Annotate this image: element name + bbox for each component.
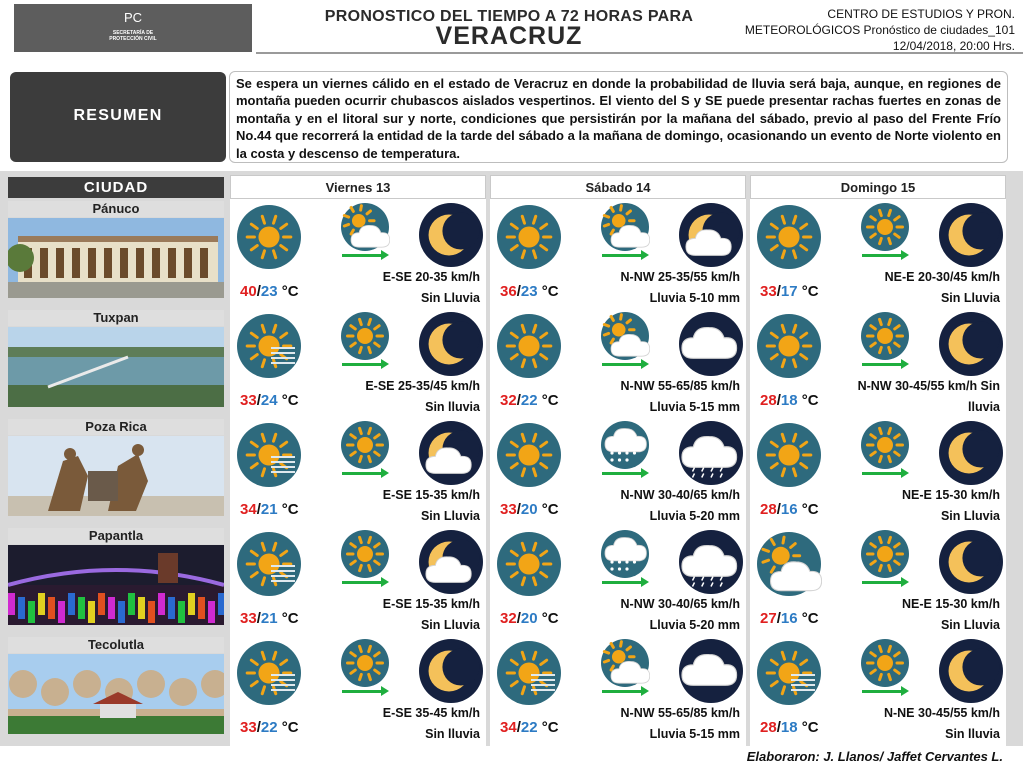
- rain-forecast: Sin Lluvia: [940, 618, 1000, 632]
- rain-icon: [600, 529, 650, 579]
- sun-icon: [860, 420, 910, 470]
- min-temp: 22: [520, 719, 538, 736]
- temp-unit: °C: [541, 392, 559, 409]
- moon-cloud-icon: [678, 202, 744, 268]
- temperature: 28/18 °C: [760, 719, 819, 736]
- wind-direction-arrow-icon: [342, 363, 382, 366]
- sun-icon: [496, 313, 562, 379]
- moon-icon: [938, 420, 1004, 486]
- wind-direction-arrow-icon: [602, 581, 642, 584]
- sun-haze-icon: [496, 640, 562, 706]
- temperature: 34/21 °C: [240, 501, 299, 518]
- city-column-header: CIUDAD: [8, 177, 224, 198]
- moon-icon: [938, 311, 1004, 377]
- moon-icon: [418, 311, 484, 377]
- city-name: Pánuco: [8, 201, 224, 217]
- day-header-1: Viernes 13: [230, 175, 486, 199]
- wind-forecast: N-NW 30-40/65 km/h: [620, 488, 740, 502]
- cloud-icon: [678, 638, 744, 704]
- temperature: 32/20 °C: [500, 610, 559, 627]
- summary-text: Se espera un viernes cálido en el estado de Veracruz en donde la probabilidad de lluvia será baja, aunque, en regiones de montaña pueden ocurrir chubascos aislados vespertinos. El viento del S y SE puede presentar rachas fuertes en zonas de montaña y en el litoral sur y norte, condiciones que persistirán por la mañana del sábado, previo al paso del Frente Frío No.44 que recorrerá la entidad de la tarde del sábado a la mañana de domingo, ocasionando un evento de Norte violento en la costa y descenso de temperatura.: [229, 71, 1008, 163]
- city-name: Poza Rica: [8, 419, 224, 435]
- sun-icon: [340, 638, 390, 688]
- summary-label-box: [10, 72, 226, 162]
- wind-forecast: NE-E 15-30 km/h: [902, 597, 1000, 611]
- temp-unit: °C: [541, 501, 559, 518]
- min-temp: 20: [520, 610, 538, 627]
- temp-unit: °C: [541, 283, 559, 300]
- max-temp: 34: [240, 501, 257, 518]
- min-temp: 23: [520, 283, 538, 300]
- temperature: 28/16 °C: [760, 501, 819, 518]
- temperature: 27/16 °C: [760, 610, 819, 627]
- cloud-rain-icon: [678, 420, 744, 486]
- wind-forecast: N-NW 55-65/85 km/h: [620, 706, 740, 720]
- wind-direction-arrow-icon: [862, 690, 902, 693]
- wind-forecast: E-SE 15-35 km/h: [382, 488, 480, 502]
- rain-icon: [600, 420, 650, 470]
- max-temp: 28: [760, 719, 777, 736]
- temp-unit: °C: [281, 719, 299, 736]
- sun-icon: [496, 204, 562, 270]
- min-temp: 22: [260, 719, 278, 736]
- max-temp: 36: [500, 283, 517, 300]
- rain-forecast: Sin Lluvia: [940, 509, 1000, 523]
- sun-haze-icon: [236, 531, 302, 597]
- rain-forecast: Sin Lluvia: [420, 618, 480, 632]
- max-temp: 33: [500, 501, 517, 518]
- max-temp: 27: [760, 610, 777, 627]
- sun-haze-icon: [756, 640, 822, 706]
- max-temp: 32: [500, 610, 517, 627]
- wind-direction-arrow-icon: [862, 254, 902, 257]
- wind-direction-arrow-icon: [342, 254, 382, 257]
- temp-unit: °C: [801, 610, 819, 627]
- city-name: Tecolutla: [8, 637, 224, 653]
- temperature: 33/22 °C: [240, 719, 299, 736]
- panuco-photo: [8, 218, 224, 298]
- wind-direction-arrow-icon: [602, 690, 642, 693]
- min-temp: 17: [780, 283, 798, 300]
- state-title: VERACRUZ: [435, 22, 583, 50]
- cloud-rain-icon: [678, 529, 744, 595]
- wind-direction-arrow-icon: [342, 472, 382, 475]
- wind-direction-arrow-icon: [602, 363, 642, 366]
- max-temp: 33: [240, 719, 257, 736]
- sun-haze-icon: [236, 640, 302, 706]
- temp-unit: °C: [801, 392, 819, 409]
- page-title: PRONOSTICO DEL TIEMPO A 72 HORAS PARA: [324, 8, 694, 25]
- wind-forecast: E-SE 15-35 km/h: [382, 597, 480, 611]
- rain-forecast: Lluvia 5-15 mm: [649, 400, 740, 414]
- credits: Elaboraron: J. Llanos/ Jaffet Cervantes L.: [746, 749, 1003, 764]
- wind-direction-arrow-icon: [862, 363, 902, 366]
- sun-icon: [860, 529, 910, 579]
- city-name: Tuxpan: [8, 310, 224, 326]
- wind-direction-arrow-icon: [342, 581, 382, 584]
- sun-icon: [860, 202, 910, 252]
- city-name: Papantla: [8, 528, 224, 544]
- wind-forecast: E-SE 25-35/45 km/h: [365, 379, 480, 393]
- tecolutla-photo: [8, 654, 224, 734]
- wind-forecast: NE-E 20-30/45 km/h: [884, 270, 1000, 284]
- sun-icon: [236, 204, 302, 270]
- rain-forecast: Sin lluvia: [425, 727, 480, 741]
- min-temp: 18: [780, 719, 798, 736]
- max-temp: 33: [240, 392, 257, 409]
- wind-forecast: E-SE 20-35 km/h: [382, 270, 480, 284]
- temp-unit: °C: [541, 719, 559, 736]
- issuer-name: CENTRO DE ESTUDIOS Y PRON.: [827, 7, 1015, 21]
- day-header-2: Sábado 14: [490, 175, 746, 199]
- min-temp: 21: [260, 501, 278, 518]
- sun-haze-icon: [236, 313, 302, 379]
- temperature: 40/23 °C: [240, 283, 299, 300]
- max-temp: 28: [760, 392, 777, 409]
- moon-cloud-icon: [418, 529, 484, 595]
- max-temp: 32: [500, 392, 517, 409]
- wind-forecast: E-SE 35-45 km/h: [382, 706, 480, 720]
- temperature: 36/23 °C: [500, 283, 559, 300]
- min-temp: 24: [260, 392, 278, 409]
- sun-icon: [756, 422, 822, 488]
- rain-forecast: Sin Lluvia: [940, 291, 1000, 305]
- temp-unit: °C: [801, 719, 819, 736]
- sun-cloud-icon: [340, 202, 390, 252]
- summary-label: RESUMEN: [73, 107, 163, 124]
- day-header-3: Domingo 15: [750, 175, 1006, 199]
- moon-icon: [418, 202, 484, 268]
- tuxpan-photo: [8, 327, 224, 407]
- rain-forecast: Sin lluvia: [425, 400, 480, 414]
- rain-forecast: Lluvia 5-15 mm: [649, 727, 740, 741]
- temperature: 32/22 °C: [500, 392, 559, 409]
- temp-unit: °C: [541, 610, 559, 627]
- min-temp: 21: [260, 610, 278, 627]
- rain-forecast: Sin Lluvia: [420, 291, 480, 305]
- sun-icon: [340, 420, 390, 470]
- temp-unit: °C: [281, 501, 299, 518]
- moon-icon: [938, 529, 1004, 595]
- issuer-info: [745, 6, 1015, 54]
- logo-text: PC: [123, 10, 143, 25]
- rain-forecast: Lluvia 5-20 mm: [649, 509, 740, 523]
- wind-forecast: N-NW 55-65/85 km/h: [620, 379, 740, 393]
- rain-forecast: Lluvia 5-20 mm: [649, 618, 740, 632]
- wind-forecast: N-NW 30-40/65 km/h: [620, 597, 740, 611]
- min-temp: 16: [780, 501, 798, 518]
- rain-forecast: lluvia: [968, 400, 1000, 414]
- sun-icon: [756, 204, 822, 270]
- logo-subtitle: SECRETARÍA DE PROTECCIÓN CIVIL: [109, 30, 157, 42]
- temp-unit: °C: [801, 283, 819, 300]
- sun-icon: [496, 422, 562, 488]
- temp-unit: °C: [281, 610, 299, 627]
- sun-icon: [340, 529, 390, 579]
- rain-forecast: Lluvia 5-10 mm: [649, 291, 740, 305]
- issue-date: 12/04/2018, 20:00 Hrs.: [892, 39, 1015, 53]
- sun-icon: [860, 638, 910, 688]
- sun-cloud-icon: [600, 202, 650, 252]
- wind-forecast: N-NW 30-45/55 km/h Sin: [857, 379, 1000, 393]
- sun-cloud-icon: [600, 311, 650, 361]
- papantla-photo: [8, 545, 224, 625]
- temperature: 33/24 °C: [240, 392, 299, 409]
- temperature: 33/17 °C: [760, 283, 819, 300]
- sun-haze-icon: [236, 422, 302, 488]
- issuer-product: METEOROLÓGICOS Pronóstico de ciudades_101: [744, 23, 1015, 37]
- wind-direction-arrow-icon: [342, 690, 382, 693]
- moon-icon: [418, 638, 484, 704]
- sun-icon: [496, 531, 562, 597]
- min-temp: 20: [520, 501, 538, 518]
- max-temp: 28: [760, 501, 777, 518]
- temperature: 28/18 °C: [760, 392, 819, 409]
- min-temp: 16: [780, 610, 798, 627]
- min-temp: 23: [260, 283, 278, 300]
- sun-cloud-icon: [756, 531, 822, 597]
- cloud-icon: [678, 311, 744, 377]
- wind-direction-arrow-icon: [862, 581, 902, 584]
- sun-icon: [340, 311, 390, 361]
- wind-forecast: NE-E 15-30 km/h: [902, 488, 1000, 502]
- wind-forecast: N-NE 30-45/55 km/h: [883, 706, 1000, 720]
- wind-direction-arrow-icon: [862, 472, 902, 475]
- moon-icon: [938, 638, 1004, 704]
- rain-forecast: Sin Lluvia: [420, 509, 480, 523]
- temperature: 34/22 °C: [500, 719, 559, 736]
- temperature: 33/21 °C: [240, 610, 299, 627]
- min-temp: 22: [520, 392, 538, 409]
- max-temp: 34: [500, 719, 517, 736]
- min-temp: 18: [780, 392, 798, 409]
- wind-forecast: N-NW 25-35/55 km/h: [620, 270, 740, 284]
- temp-unit: °C: [281, 392, 299, 409]
- max-temp: 33: [240, 610, 257, 627]
- temperature: 33/20 °C: [500, 501, 559, 518]
- sun-icon: [756, 313, 822, 379]
- wind-direction-arrow-icon: [602, 254, 642, 257]
- moon-cloud-icon: [418, 420, 484, 486]
- sun-cloud-icon: [600, 638, 650, 688]
- rain-forecast: Sin lluvia: [945, 727, 1000, 741]
- max-temp: 40: [240, 283, 257, 300]
- wind-direction-arrow-icon: [602, 472, 642, 475]
- temp-unit: °C: [801, 501, 819, 518]
- pc-logo: [14, 4, 252, 52]
- sun-icon: [860, 311, 910, 361]
- moon-icon: [938, 202, 1004, 268]
- max-temp: 33: [760, 283, 777, 300]
- temp-unit: °C: [281, 283, 299, 300]
- poza-rica-photo: [8, 436, 224, 516]
